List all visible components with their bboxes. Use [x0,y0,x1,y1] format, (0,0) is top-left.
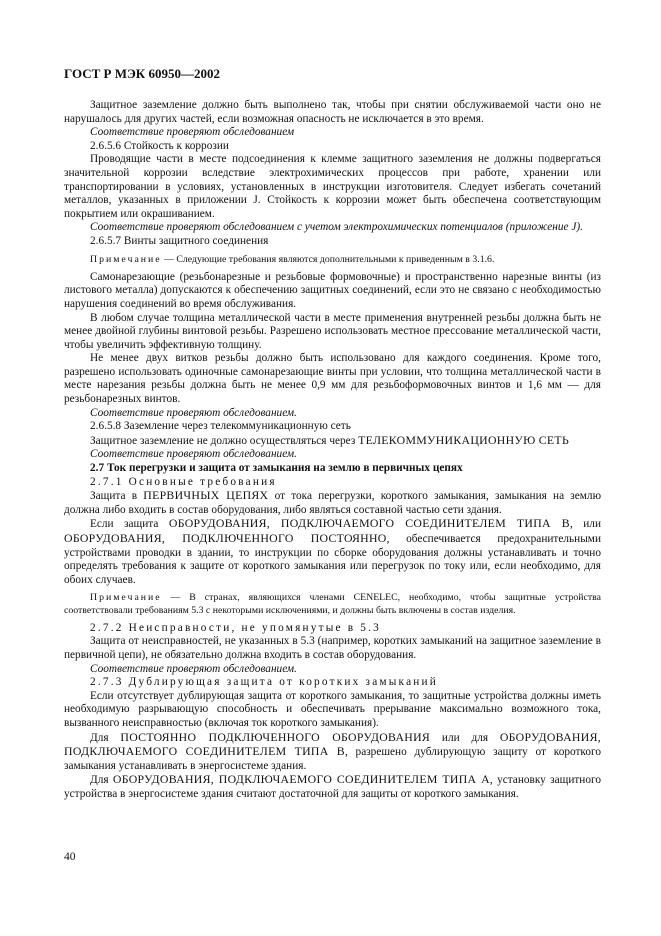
paragraph [64,489,601,517]
defined-term: ПОСТОЯННО ПОДКЛЮЧЕННОГО ОБОРУДОВАНИЯ [120,729,431,744]
paragraph: Если отсутствует дублирующая защита от короткого замыкания, то защитные устройства должны иметь необходимую разрывающую способность и обеспечивать прерывание максимально возможного тока, вызванного неисправностью (включая ток короткого замыкания). [64,689,601,729]
note-paragraph [64,254,601,266]
section-heading: 2.7.1 Основные требования [90,475,277,488]
compliance-note: Соответствие проверяют обследованием [90,126,295,139]
section-heading-bold: 2.7 Ток перегрузки и защита от замыкания на землю в первичных цепях [90,462,463,475]
paragraph: Не менее двух витков резьбы должно быть использовано для каждого соединения. Кроме того, разрешено использовать одиночные самонарезающие винты при условии, что толщина металлической части в месте нарезания резьбы должна быть не менее 0,9 мм для резьбоформовочных винтов и 1,6 мм — для резьбонарезных винтов. [64,352,601,406]
compliance-note: Соответствие проверяют обследованием. [90,406,297,419]
note-label: Примечание [90,592,162,604]
defined-term: ОБОРУДОВАНИЯ, ПОДКЛЮЧАЕМОГО СОЕДИНИТЕЛЕМ ТИПА В [64,729,601,759]
section-heading: 2.6.5.7 Винты защитного соединения [90,234,269,247]
paragraph: Защитное заземление должно быть выполнено так, чтобы при снятии обслуживаемой части оно не нарушалось для других частей, если возможная опасность не исключается в это время. [64,99,601,125]
defined-term: ПЕРВИЧНЫХ ЦЕПЯХ [143,488,269,503]
note-paragraph [64,592,601,616]
paragraph: Проводящие части в месте подсоединения к клемме защитного заземления не должны подвергаться значительной коррозии вследствие электрохимических процессов при работе, хранении или транспортировании в условиях, установленных в инструкции изготовителя. Следует избегать сочетаний металлов, указанных в приложении J. Стойкость к коррозии может быть обеспечена соответствующим покрытием или окрашиванием. [64,153,601,220]
text-run: , или [569,518,601,531]
compliance-note: Соответствие проверяют обследованием. [90,662,297,675]
paragraph [64,517,601,587]
text-run: или для [430,731,500,744]
text-run: Для [90,731,121,744]
document-header: ГОСТ Р МЭК 60950—2002 [64,66,220,81]
text-run: Для [90,774,113,787]
defined-term: ОБОРУДОВАНИЯ, ПОДКЛЮЧЕННОГО ПОСТОЯННО [64,531,387,546]
note-text: — Следующие требования являются дополнительными к приведенным в 3.1.6. [161,253,495,265]
defined-term: ОБОРУДОВАНИЯ, ПОДКЛЮЧАЕМОГО СОЕДИНИТЕЛЕМ ТИПА В [168,516,570,531]
defined-term: ТЕЛЕКОММУНИКАЦИОННУЮ СЕТЬ [358,432,570,447]
text-run: Если защита [90,518,169,531]
text-run: , установку защитного устройства в энергосистеме здания считают достаточной для защиты от короткого замыкания. [64,774,601,800]
text-run: Защитное заземление не должно осуществляться через [90,434,359,447]
document-page [64,66,601,802]
text-run: от тока перегрузки, короткого замыкания, замыкания на землю должна либо входить в состав оборудования, либо являться составной частью сети здания. [64,490,602,516]
defined-term: ОБОРУДОВАНИЯ, ПОДКЛЮЧАЕМОГО СОЕДИНИТЕЛЕМ ТИПА А [112,772,490,787]
compliance-note: Соответствие проверяют обследованием. [90,448,297,461]
paragraph [64,773,601,801]
paragraph: Защита от неисправностей, не указанных в 5.3 (например, коротких замыканий на защитное заземление в первичной цепи), не обязательно должна входить в состав оборудования. [64,635,601,661]
note-text: — В странах, являющихся членами CENELEC, необходимо, чтобы защитные устройства соответствовали требованиям 5.3 с некоторыми исключениями, и должны быть включены в состав изделия. [64,592,601,616]
page-number: 40 [64,851,76,863]
text-run: , обеспечивается предохранительными устройствами проводки в здании, то инструкции по сборке оборудования должны устанавливать и точно определять требования к защите от короткого замыкания или перегрузок по току или, если необходимо, для обоих случаев. [64,533,601,586]
paragraph [64,731,601,774]
text-run: , разрешено дублирующую защиту от короткого замыкания устанавливать в энергосистеме здания. [64,746,601,772]
section-heading: 2.7.2 Неисправности, не упомянутые в 5.3 [90,621,382,634]
note-label: Примечание [90,253,162,265]
section-heading: 2.6.5.6 Стойкость к коррозии [90,139,229,152]
section-heading: 2.6.5.8 Заземление через телекоммуникационную сеть [90,420,351,433]
compliance-note: Соответствие проверяют обследованием с учетом электрохимических потенциалов (приложение J). [90,221,583,234]
section-heading: 2.7.3 Дублирующая защита от коротких замыканий [90,676,439,689]
paragraph: В любом случае толщина металлической части в месте применения внутренней резьбы должна быть не менее двойной глубины винтовой резьбы. Разрешено использовать местное прессование металлической части, чтобы увеличить эффективную толщину. [64,311,601,351]
paragraph [64,434,601,449]
text-run: Защита в [90,490,144,503]
paragraph: Самонарезающие (резьбонарезные и резьбовые формовочные) и пространственно нарезные винты (из листового металла) допускаются к обеспечению защитных соединений, если это не связано с необходимостью нарушения соединений во время обслуживания. [64,270,601,310]
